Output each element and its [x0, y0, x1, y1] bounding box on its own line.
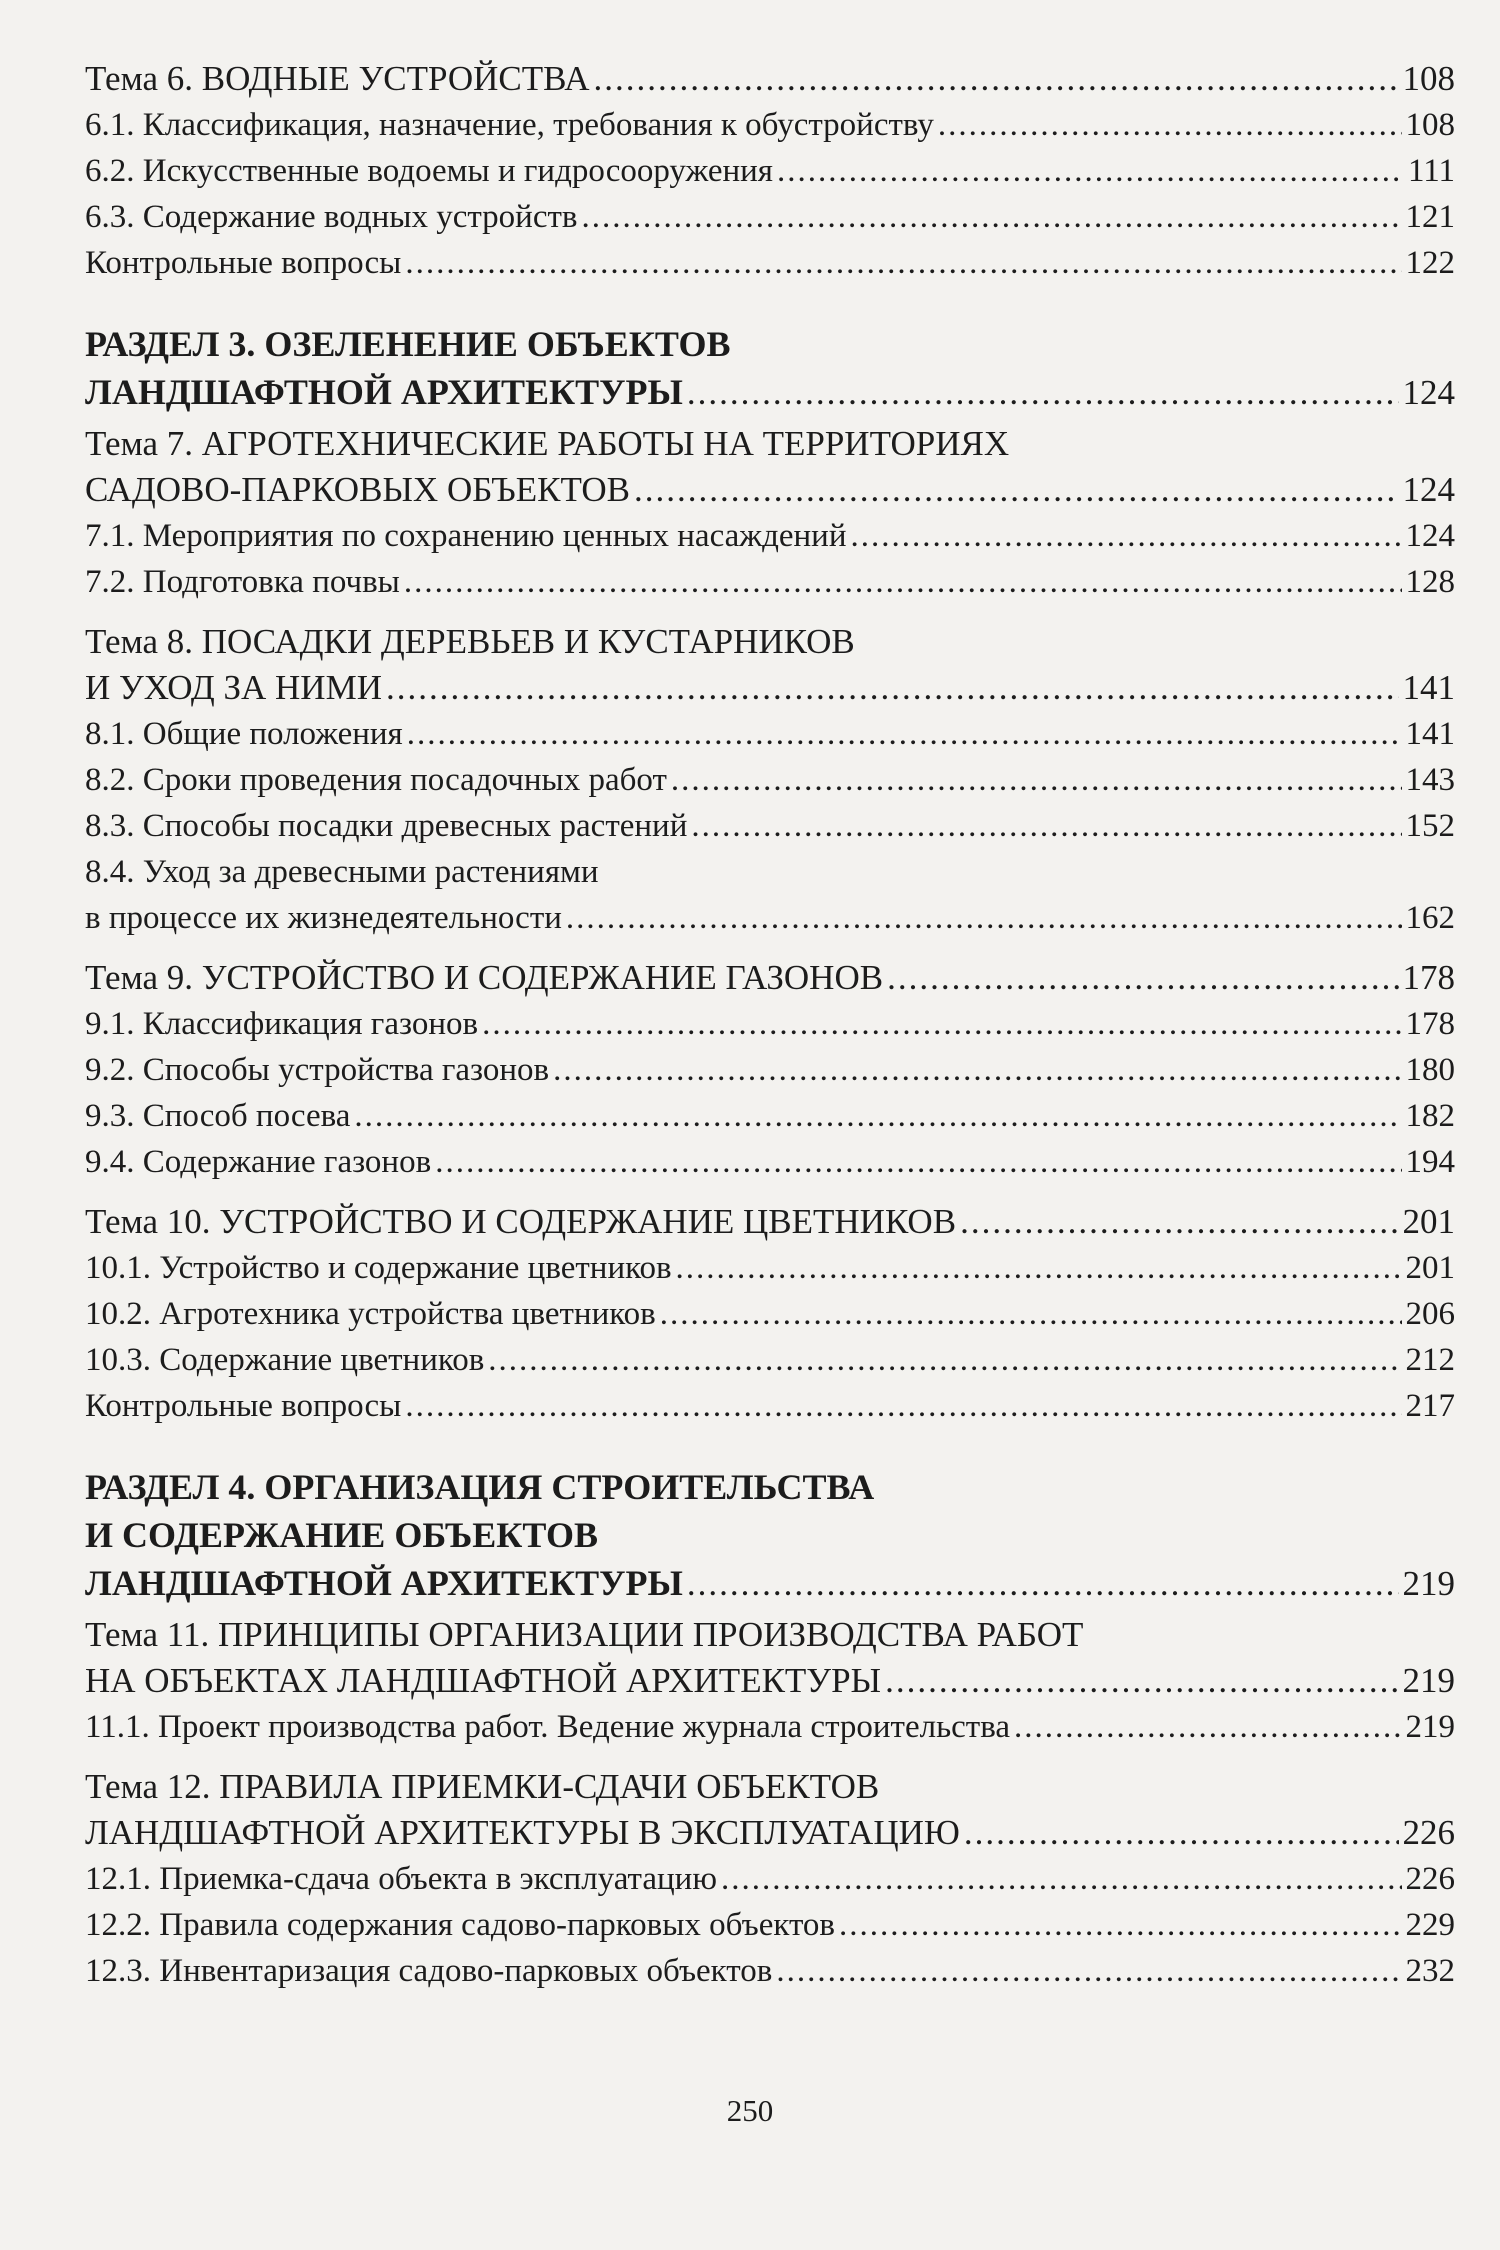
page-ref: 124: [1405, 518, 1455, 554]
toc-topic-8: Тема 8. ПОСАДКИ ДЕРЕВЬЕВ И КУСТАРНИКОВ И УХОД ЗА НИМИ ..... 141: [85, 619, 1455, 711]
toc-item-9-3: 9.3. Способ посева ..... 182: [85, 1093, 1455, 1139]
toc-item-8-1: 8.1. Общие положения ..... 141: [85, 711, 1455, 757]
page-ref: 232: [1405, 1953, 1455, 1989]
page-ref: 124: [1402, 373, 1455, 412]
page-ref: 226: [1405, 1861, 1455, 1897]
page-ref: 122: [1405, 245, 1455, 281]
toc-topic-9: Тема 9. УСТРОЙСТВО И СОДЕРЖАНИЕ ГАЗОНОВ ..... 178: [85, 955, 1455, 1001]
page-ref: 194: [1405, 1144, 1455, 1180]
toc-item-10-3: 10.3. Содержание цветников ..... 212: [85, 1337, 1455, 1383]
page-ref: 212: [1405, 1342, 1455, 1378]
toc-topic-11: Тема 11. ПРИНЦИПЫ ОРГАНИЗАЦИИ ПРОИЗВОДСТВА РАБОТ НА ОБЪЕКТАХ ЛАНДШАФТНОЙ АРХИТЕКТУРЫ ..... 219: [85, 1612, 1455, 1704]
page-ref: 121: [1405, 199, 1455, 235]
table-of-contents: [85, 56, 1455, 1994]
toc-item-12-1: 12.1. Приемка-сдача объекта в эксплуатацию ..... 226: [85, 1856, 1455, 1902]
page-ref: 219: [1402, 1661, 1455, 1700]
page-ref: 108: [1405, 107, 1455, 143]
page-ref: 201: [1402, 1202, 1455, 1241]
page-ref: 162: [1405, 900, 1455, 936]
toc-item-8-2: 8.2. Сроки проведения посадочных работ ..... 143: [85, 757, 1455, 803]
page-number: 250: [726, 2093, 774, 2128]
page-ref: 201: [1405, 1250, 1455, 1286]
page-ref: 143: [1405, 762, 1455, 798]
toc-item-7-1: 7.1. Мероприятия по сохранению ценных насаждений ..... 124: [85, 513, 1455, 559]
toc-section-4: РАЗДЕЛ 4. ОРГАНИЗАЦИЯ СТРОИТЕЛЬСТВА И СОДЕРЖАНИЕ ОБЪЕКТОВ ЛАНДШАФТНОЙ АРХИТЕКТУРЫ ..... 219: [85, 1463, 1455, 1608]
page-ref: 219: [1402, 1564, 1455, 1603]
toc-item-10-2: 10.2. Агротехника устройства цветников ..... 206: [85, 1291, 1455, 1337]
page-ref: 182: [1405, 1098, 1455, 1134]
toc-topic-6: Тема 6. ВОДНЫЕ УСТРОЙСТВА ..... 108: [85, 56, 1455, 102]
page-ref: 178: [1405, 1006, 1455, 1042]
page-ref: 141: [1405, 716, 1455, 752]
toc-item-8-3: 8.3. Способы посадки древесных растений ..... 152: [85, 803, 1455, 849]
toc-item-control-questions: Контрольные вопросы ..... 122: [85, 240, 1455, 286]
page-ref: 180: [1405, 1052, 1455, 1088]
toc-item-6-1: 6.1. Классификация, назначение, требования к обустройству ..... 108: [85, 102, 1455, 148]
page-ref: 124: [1402, 470, 1455, 509]
toc-item-control-questions: Контрольные вопросы ..... 217: [85, 1383, 1455, 1429]
page-ref: 206: [1405, 1296, 1455, 1332]
toc-item-10-1: 10.1. Устройство и содержание цветников ..... 201: [85, 1245, 1455, 1291]
page-ref: 219: [1405, 1709, 1455, 1745]
toc-item-9-1: 9.1. Классификация газонов ..... 178: [85, 1001, 1455, 1047]
page-ref: 178: [1402, 958, 1455, 997]
toc-item-8-4: 8.4. Уход за древесными растениями в процессе их жизнедеятельности ..... 162: [85, 849, 1455, 941]
toc-topic-7: Тема 7. АГРОТЕХНИЧЕСКИЕ РАБОТЫ НА ТЕРРИТОРИЯХ САДОВО-ПАРКОВЫХ ОБЪЕКТОВ ..... 124: [85, 421, 1455, 513]
toc-topic-10: Тема 10. УСТРОЙСТВО И СОДЕРЖАНИЕ ЦВЕТНИКОВ ..... 201: [85, 1199, 1455, 1245]
toc-item-7-2: 7.2. Подготовка почвы ..... 128: [85, 559, 1455, 605]
toc-item-11-1: 11.1. Проект производства работ. Ведение журнала строительства ..... 219: [85, 1704, 1455, 1750]
page-ref: 217: [1405, 1388, 1455, 1424]
page-ref: 108: [1402, 59, 1455, 98]
toc-item-6-2: 6.2. Искусственные водоемы и гидросооружения ..... 111: [85, 148, 1455, 194]
toc-item-12-2: 12.2. Правила содержания садово-парковых объектов ..... 229: [85, 1902, 1455, 1948]
page-ref: 128: [1405, 564, 1455, 600]
toc-topic-12: Тема 12. ПРАВИЛА ПРИЕМКИ-СДАЧИ ОБЪЕКТОВ ЛАНДШАФТНОЙ АРХИТЕКТУРЫ В ЭКСПЛУАТАЦИЮ ..... 226: [85, 1764, 1455, 1856]
page-ref: 111: [1407, 153, 1455, 189]
page-ref: 226: [1402, 1813, 1455, 1852]
page-ref: 152: [1405, 808, 1455, 844]
toc-item-9-2: 9.2. Способы устройства газонов ..... 180: [85, 1047, 1455, 1093]
toc-item-6-3: 6.3. Содержание водных устройств ..... 121: [85, 194, 1455, 240]
page-ref: 141: [1402, 668, 1455, 707]
toc-item-9-4: 9.4. Содержание газонов ..... 194: [85, 1139, 1455, 1185]
toc-section-3: РАЗДЕЛ 3. ОЗЕЛЕНЕНИЕ ОБЪЕКТОВ ЛАНДШАФТНОЙ АРХИТЕКТУРЫ ..... 124: [85, 320, 1455, 417]
page-ref: 229: [1405, 1907, 1455, 1943]
toc-item-12-3: 12.3. Инвентаризация садово-парковых объектов ..... 232: [85, 1948, 1455, 1994]
